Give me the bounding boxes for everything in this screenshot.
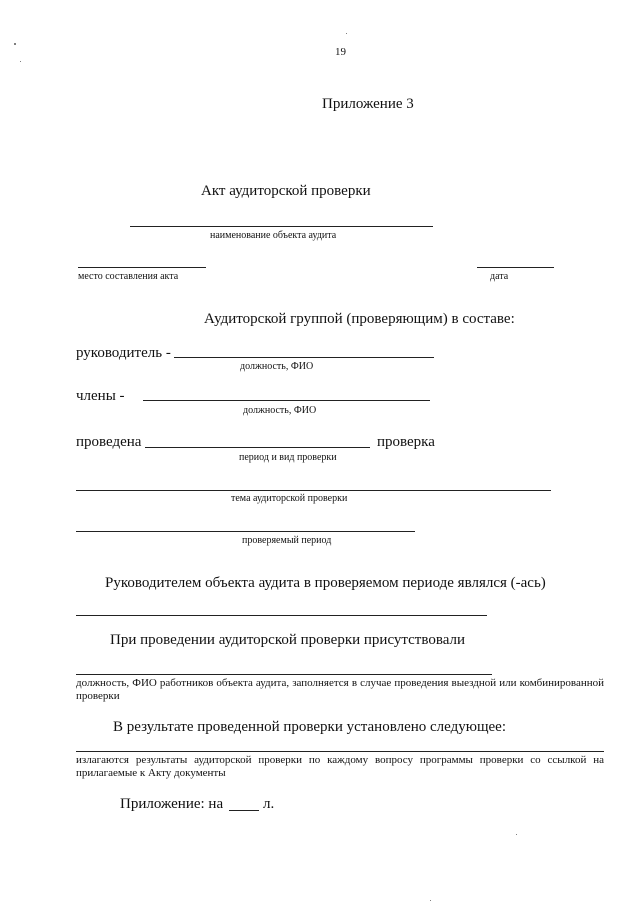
document-title: Акт аудиторской проверки (201, 183, 371, 199)
members-line (143, 400, 430, 401)
present-line (76, 674, 492, 675)
appendix-label: Приложение 3 (322, 96, 414, 112)
leader-caption: должность, ФИО (240, 361, 314, 372)
results-statement: В результате проведенной проверки установлено следующее: (113, 719, 506, 735)
group-heading: Аудиторской группой (проверяющим) в составе: (204, 311, 515, 327)
head-statement: Руководителем объекта аудита в проверяемом периоде являлся (-ась) (105, 575, 546, 591)
leader-label: руководитель - (76, 345, 171, 361)
act-place-caption: место составления акта (78, 271, 179, 282)
date-caption: дата (490, 271, 509, 282)
results-note: излагаются результаты аудиторской проверки по каждому вопросу программы проверки со ссылкой на прилагаемые к Акту документы (76, 754, 604, 779)
attachment-unit: л. (263, 796, 275, 812)
leader-line (174, 357, 434, 358)
audit-topic-line (76, 490, 551, 491)
head-line (76, 615, 487, 616)
scan-speck (430, 900, 431, 901)
attachment-pages-line (229, 810, 259, 811)
inspection-word: проверка (377, 434, 435, 450)
period-type-caption: период и вид проверки (239, 452, 337, 463)
employees-note: должность, ФИО работников объекта аудита, заполняется в случае проведения выездной или комбинированной проверки (76, 677, 604, 702)
members-caption: должность, ФИО (243, 405, 317, 416)
audit-object-name-caption: наименование объекта аудита (210, 230, 337, 241)
act-place-line (78, 267, 206, 268)
date-line (477, 267, 554, 268)
conducted-line (145, 447, 370, 448)
scan-speck (346, 33, 347, 34)
audit-topic-caption: тема аудиторской проверки (231, 493, 348, 504)
members-label: члены - (76, 388, 125, 404)
audited-period-line (76, 531, 415, 532)
page-number: 19 (335, 46, 346, 58)
results-line (76, 751, 604, 752)
audit-object-name-line (130, 226, 433, 227)
present-statement: При проведении аудиторской проверки присутствовали (110, 632, 466, 648)
scan-speck (14, 43, 16, 45)
scan-speck (20, 61, 21, 62)
conducted-label: проведена (76, 434, 142, 450)
attachment-label: Приложение: на (120, 796, 224, 812)
scan-speck (516, 834, 517, 835)
audited-period-caption: проверяемый период (242, 535, 332, 546)
